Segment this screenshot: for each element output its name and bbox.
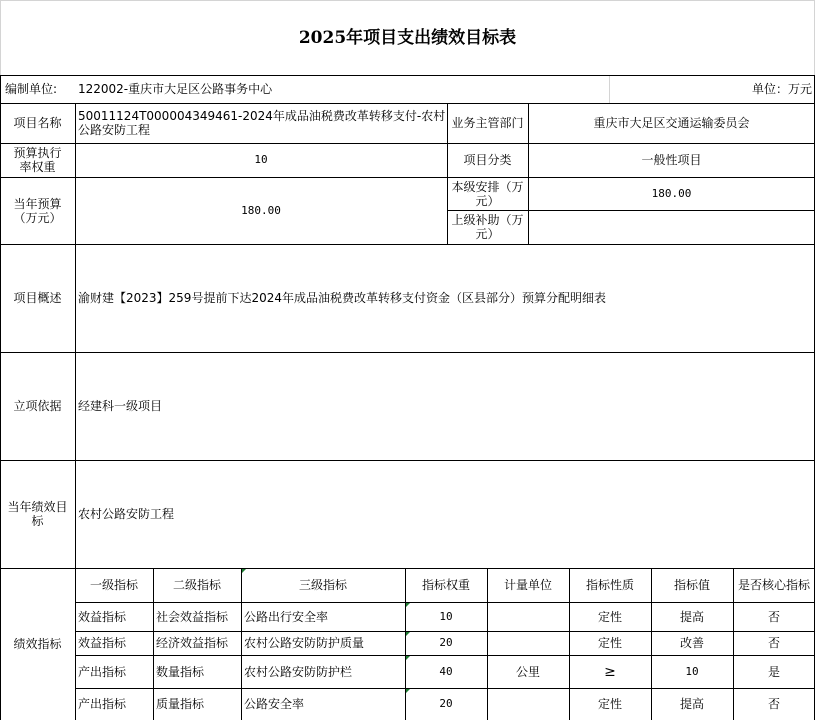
weight-label: 预算执行率权重 [13, 146, 62, 174]
superior-label: 上级补助（万元） [451, 213, 524, 241]
goal-label: 当年绩效目标 [7, 500, 68, 528]
col-header-l2: 二级指标 [172, 578, 221, 592]
indicator-row-4-l1: 产出指标 [78, 697, 127, 711]
indicator-row-3-l1: 产出指标 [78, 664, 127, 679]
indicator-row-3-unit: 公里 [515, 664, 540, 679]
col-header-nature: 指标性质 [585, 578, 634, 592]
col-header-core: 是否核心指标 [737, 578, 810, 592]
col-header-weight: 指标权重 [421, 578, 470, 592]
project-name-value: 50011124T000004349461-2024年成品油税费改革转移支付-农村公路安防工程 [78, 109, 446, 137]
page-title: 2025年项目支出绩效目标表 [298, 27, 517, 48]
indicator-row-3-nature: ≥ [604, 663, 616, 680]
unit-value: 122002-重庆市大足区公路事务中心 [78, 82, 273, 96]
indicator-row-1-l2: 社会效益指标 [156, 609, 229, 624]
indicator-row-3-core: 是 [767, 664, 780, 679]
indicator-row-1-weight: 10 [439, 609, 453, 623]
superior-value [528, 210, 815, 244]
indicator-row-4-value: 提高 [679, 697, 704, 711]
basis-value: 经建科一级项目 [78, 399, 163, 413]
indicator-row-2-core: 否 [767, 636, 780, 650]
indicator-row-1-unit [487, 602, 569, 631]
indicator-row-2-l2: 经济效益指标 [156, 636, 229, 650]
col-header-l1: 一级指标 [89, 578, 138, 592]
unit-label: 编制单位: [5, 82, 58, 96]
indicator-row-2-l1: 效益指标 [78, 636, 127, 650]
indicator-row-4-weight: 20 [439, 697, 453, 710]
indicator-row-2-nature: 定性 [597, 636, 622, 650]
indicator-row-3-weight: 40 [439, 664, 453, 678]
indicators-label: 绩效指标 [13, 637, 62, 651]
indicator-row-1-l1: 效益指标 [78, 609, 127, 624]
indicator-row-3-l2: 数量指标 [156, 664, 205, 679]
overview-value: 渝财建【2023】259号提前下达2024年成品油税费改革转移支付资金（区县部分）预算分配明细表 [78, 291, 606, 305]
category-label: 项目分类 [463, 153, 512, 167]
indicator-row-2-l3: 农村公路安防防护质量 [244, 636, 365, 650]
category-value: 一般性项目 [641, 153, 702, 167]
indicator-row-4-nature: 定性 [597, 697, 622, 711]
indicator-row-2-value: 改善 [679, 636, 704, 650]
indicator-row-4-core: 否 [767, 697, 780, 711]
indicator-row-4-unit [487, 688, 569, 720]
project-name-label: 项目名称 [13, 116, 62, 130]
local-label: 本级安排（万元） [451, 179, 524, 208]
overview-label: 项目概述 [13, 291, 62, 305]
local-value: 180.00 [651, 186, 692, 200]
col-header-value: 指标值 [673, 578, 710, 592]
indicator-row-2-weight: 20 [439, 636, 453, 649]
col-header-unit: 计量单位 [503, 578, 552, 592]
indicator-row-3-value: 10 [685, 664, 699, 678]
indicator-row-4-l3: 公路安全率 [244, 697, 305, 711]
indicator-row-1-value: 提高 [679, 609, 704, 624]
indicator-row-1-core: 否 [767, 609, 780, 624]
basis-label: 立项依据 [13, 399, 62, 413]
dept-value: 重庆市大足区交通运输委员会 [593, 116, 750, 130]
currency-unit: 单位：万元 [751, 82, 812, 96]
budget-value: 180.00 [241, 203, 281, 217]
budget-label: 当年预算（万元） [13, 196, 62, 225]
col-header-l3: 三级指标 [298, 578, 347, 592]
weight-value: 10 [254, 153, 268, 166]
dept-label: 业务主管部门 [451, 116, 524, 130]
goal-value: 农村公路安防工程 [78, 507, 175, 521]
indicator-row-1-nature: 定性 [597, 609, 622, 624]
indicator-row-1-l3: 公路出行安全率 [244, 609, 329, 624]
indicator-row-3-l3: 农村公路安防防护栏 [244, 664, 353, 679]
indicator-row-4-l2: 质量指标 [156, 697, 205, 711]
indicator-row-2-unit [487, 631, 569, 655]
